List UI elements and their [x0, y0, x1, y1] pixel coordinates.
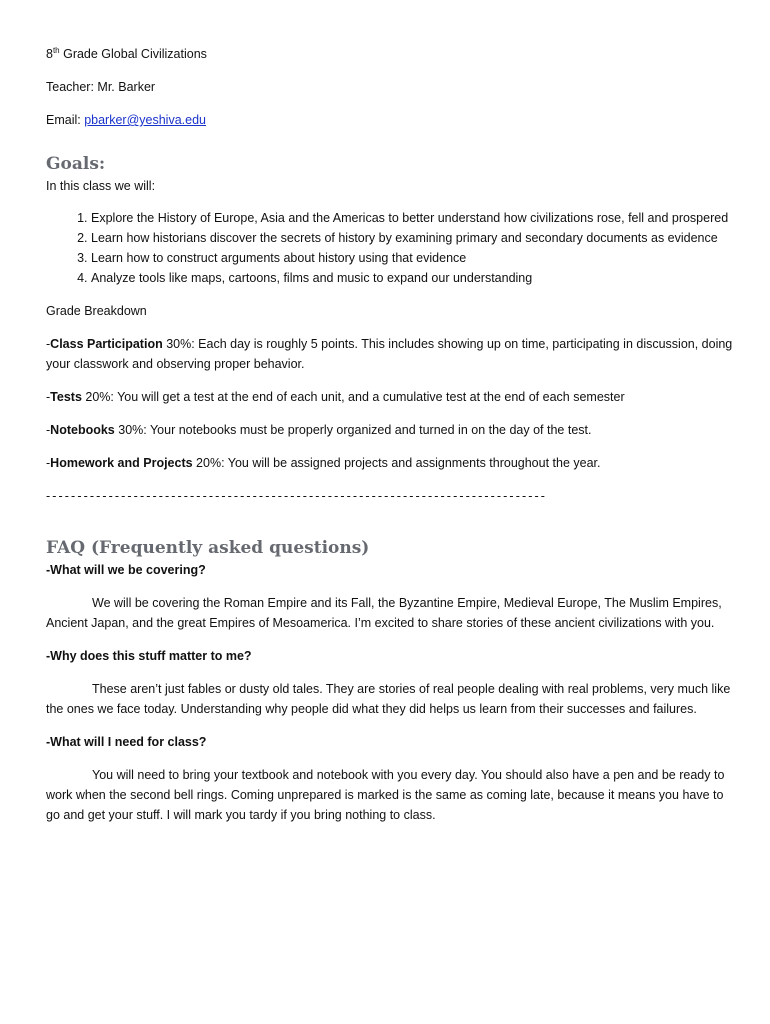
teacher-line: Teacher: Mr. Barker	[46, 80, 156, 94]
grade-item-label: Notebooks	[50, 423, 115, 437]
grade-item-notebooks	[46, 420, 736, 440]
grade-item-prefix: -	[46, 423, 51, 437]
goal-item: 3. Learn how to construct arguments about history using that evidence	[91, 248, 736, 268]
grade-suffix: th	[52, 45, 60, 55]
grade-item-homework	[46, 453, 736, 473]
grade-item-label: Homework and Projects	[50, 456, 193, 470]
faq-answer: You will need to bring your textbook and notebook with you every day. You should also have a pen and be ready to work when the second bell rings. Coming unprepared is marked is the same as coming late, because it means you have to go and get your stuff. I will mark you tardy if you bring nothing to class.	[46, 768, 725, 822]
grade-item-label: Class Participation	[50, 337, 163, 351]
grade-item-text: 30%: Your notebooks must be properly organized and turned in on the day of the test.	[114, 423, 592, 437]
grade-item-prefix: -	[46, 390, 51, 404]
grade-item-text: 30%: Each day is roughly 5 points. This includes showing up on time, participating in discussion, doing your classwork and observing proper behavior.	[46, 337, 733, 371]
grade-item-prefix: -	[46, 337, 51, 351]
goal-item: 4. Analyze tools like maps, cartoons, films and music to expand our understanding	[91, 268, 736, 288]
faq-answer: These aren’t just fables or dusty old tales. They are stories of real people dealing with real problems, very much like the ones we face today. Understanding why people did what they did helps us learn from their successes and failures.	[46, 682, 731, 716]
faq-answer: We will be covering the Roman Empire and its Fall, the Byzantine Empire, Medieval Europe, The Muslim Empires, Ancient Japan, and the great Empires of Mesoamerica. I’m excited to share stories of these ancient civilizations with you.	[46, 596, 722, 630]
document-page	[46, 44, 736, 825]
grade-item-label: Tests	[50, 390, 82, 404]
grade-item-prefix: -	[46, 456, 51, 470]
faq-question: -Why does this stuff matter to me?	[46, 649, 252, 663]
faq-question: -What will I need for class?	[46, 735, 207, 749]
faq-question: -What will we be covering?	[46, 563, 206, 577]
email-line	[46, 110, 736, 130]
course-title	[46, 44, 736, 64]
goal-item: 2. Learn how historians discover the secrets of history by examining primary and secondary documents as evidence	[91, 228, 736, 248]
goals-intro: In this class we will:	[46, 179, 156, 193]
goal-item: 1. Explore the History of Europe, Asia and the Americas to better understand how civilizations rose, fell and prospered	[91, 208, 736, 228]
grade-number: 8	[46, 47, 53, 61]
faq-heading: FAQ (Frequently asked questions)	[46, 538, 370, 558]
course-name: Grade Global Civilizations	[59, 47, 207, 61]
grade-item-text: 20%: You will get a test at the end of each unit, and a cumulative test at the end of each semester	[81, 390, 625, 404]
grade-breakdown-heading: Grade Breakdown	[46, 304, 147, 318]
goals-list	[46, 208, 736, 288]
goals-heading: Goals:	[46, 154, 106, 174]
grade-item-text: 20%: You will be assigned projects and assignments throughout the year.	[192, 456, 601, 470]
grade-item-participation	[46, 334, 736, 374]
email-label: Email:	[46, 113, 85, 127]
dashed-divider: --------------------------------------------------------------------------------	[46, 489, 548, 503]
email-link[interactable]: pbarker@yeshiva.edu	[84, 113, 206, 127]
grade-item-tests	[46, 387, 736, 407]
